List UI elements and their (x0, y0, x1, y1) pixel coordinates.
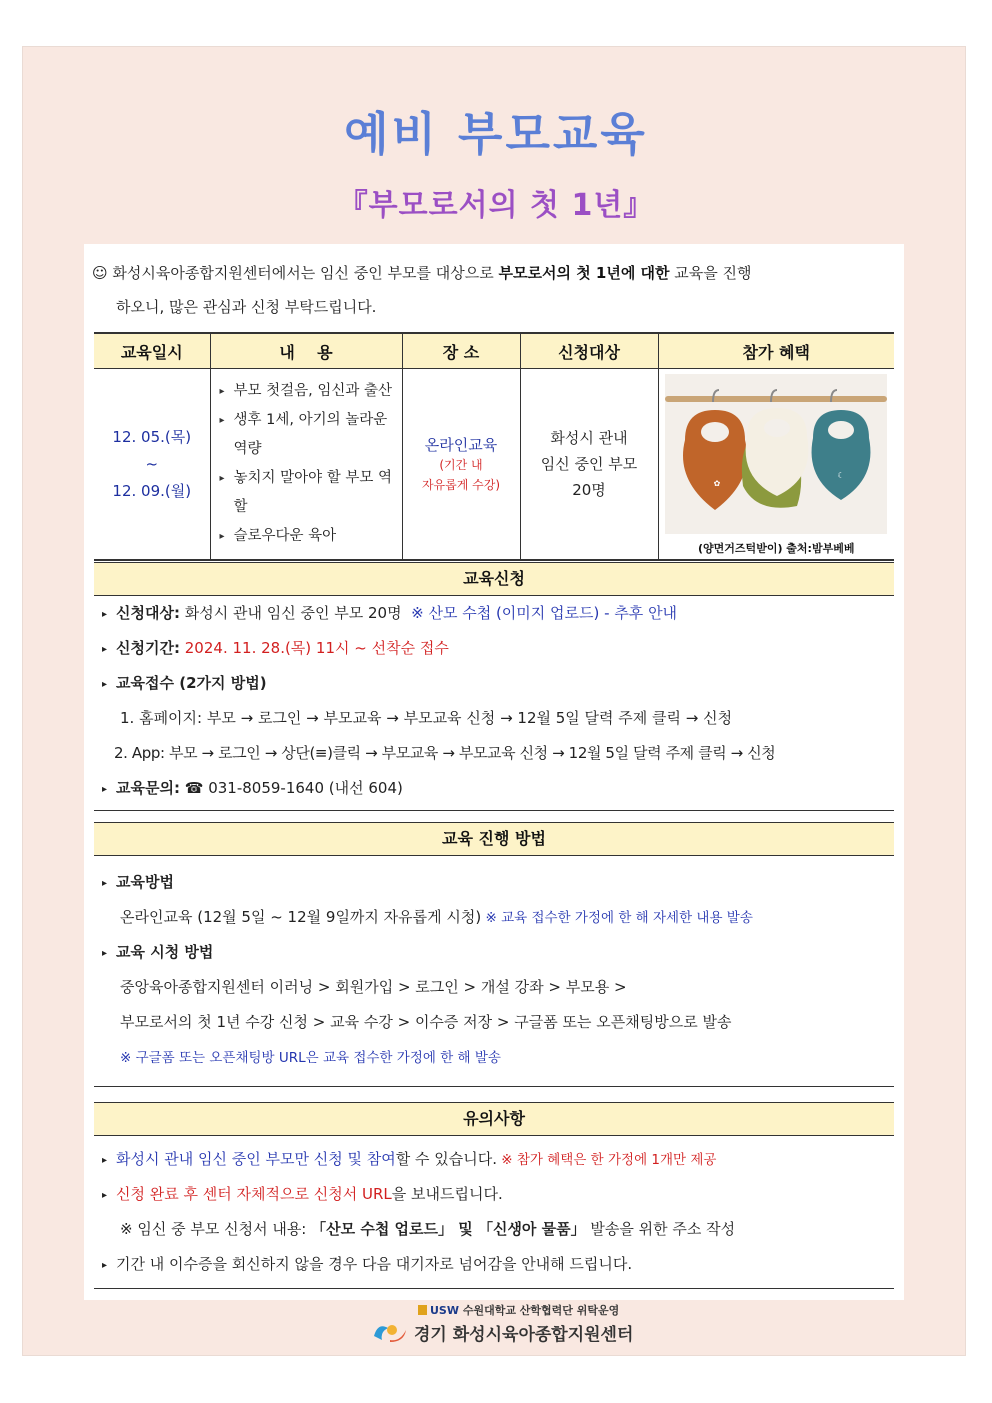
place-sub2: 자유롭게 수강) (421, 477, 501, 492)
date-sep: ~ (145, 454, 159, 473)
progress-watch-label: 교육 시청 방법 (116, 943, 214, 961)
cell-benefit (658, 369, 894, 561)
content-item: ▸ 슬로우다운 육아 (220, 522, 395, 551)
notice-1-b: 할 수 있습니다. (395, 1150, 497, 1168)
progress-method (102, 871, 174, 892)
table-header-row (94, 333, 894, 369)
apply-target-label: 신청대상: (116, 604, 180, 622)
target-l1: 화성시 관내 (550, 429, 628, 447)
content-item: ▸ 부모 첫걸음, 임신과 출산 (220, 377, 395, 406)
intro-text (92, 256, 892, 324)
progress-method-label: 교육방법 (116, 873, 174, 891)
notice-1 (102, 1148, 716, 1169)
progress-method-note: ※ 교육 접수한 가정에 한 해 자세한 내용 발송 (481, 910, 753, 926)
intro-line2: 하오니, 많은 관심과 신청 부탁드립니다. (116, 298, 377, 316)
apply-inquiry-value: ☎ 031-8059-1640 (내선 604) (180, 779, 403, 797)
footer-usw: USW (430, 1304, 459, 1317)
bib-product-image (665, 374, 887, 534)
notice-2-b: 을 보내드립니다. (391, 1185, 503, 1203)
header-date: 교육일시 (94, 333, 210, 369)
content-item: ▸ 놓치지 말아야 할 부모 역할 (220, 464, 395, 522)
apply-target-note: ※ 산모 수첩 (이미지 업로드) - 추후 안내 (411, 604, 678, 622)
progress-watch-note: ※ 구글폼 또는 오픈채팅방 URL은 교육 접수한 가정에 한 해 발송 (120, 1050, 501, 1066)
education-table (94, 332, 894, 561)
apply-reception-label: 교육접수 (2가지 방법) (116, 674, 267, 692)
center-logo-icon (370, 1318, 410, 1344)
progress-method-text (120, 906, 753, 927)
apply-method2: 2. App: 부모 → 로그인 → 상단(≡)클릭 → 부모교육 → 부모교육 신청 → 12월 5일 달력 주제 클릭 → 신청 (114, 744, 776, 762)
benefit-caption: (양면거즈턱받이) 출처:밤부베베 (698, 542, 855, 555)
apply-target-value: 화성시 관내 임신 중인 부모 20명 (180, 604, 402, 622)
footer-center-name: 경기 화성시육아종합지원센터 (414, 1325, 634, 1345)
notice-3 (120, 1218, 735, 1239)
page-title: 예비 부모교육 (344, 107, 648, 161)
header-content: 내 용 (210, 333, 402, 369)
notice-3-b: 발송을 위한 주소 작성 (585, 1220, 736, 1238)
apply-inquiry (102, 777, 403, 798)
cell-target (520, 369, 658, 561)
page-subtitle: 『부모로서의 첫 1년』 (337, 188, 655, 223)
notice-2 (102, 1183, 503, 1204)
progress-watch2: 부모로서의 첫 1년 수강 신청 > 교육 수강 > 이수증 저장 > 구글폼 또는 오픈채팅방으로 발송 (120, 1013, 732, 1031)
notice-2-a: 신청 완료 후 센터 자체적으로 신청서 URL (116, 1185, 392, 1203)
date-start: 12. 05.(목) (112, 427, 192, 446)
divider (94, 1086, 894, 1087)
progress-watch1: 중앙육아종합지원센터 이러닝 > 회원가입 > 로그인 > 개설 강좌 > 부모용 > (120, 978, 627, 996)
apply-heading: 교육신청 (94, 562, 894, 596)
apply-period (102, 637, 449, 658)
place-main: 온라인교육 (424, 435, 498, 454)
divider (94, 810, 894, 811)
smiley-icon: ☺ (92, 264, 108, 282)
target-l2: 임신 중인 부모 (540, 455, 638, 473)
header-benefit: 참가 혜택 (658, 333, 894, 369)
notice-3-a: ※ 임신 중 부모 신청서 내용: (120, 1220, 312, 1238)
place-sub1: (기간 내 (439, 457, 483, 472)
intro-part1: 화성시육아종합지원센터에서는 임신 중인 부모를 대상으로 (107, 264, 499, 282)
cell-date (94, 369, 210, 561)
svg-text:✿: ✿ (713, 479, 721, 488)
notice-1-note: ※ 참가 혜택은 한 가정에 1개만 제공 (497, 1152, 717, 1168)
intro-part2: 교육을 진행 (669, 264, 752, 282)
footer-operator (418, 1302, 619, 1318)
progress-watch (102, 941, 213, 962)
cell-contents (210, 369, 402, 561)
table-row (94, 369, 894, 561)
header-place: 장 소 (402, 333, 520, 369)
apply-reception (102, 672, 267, 693)
apply-period-value: 2024. 11. 28.(목) 11시 ~ 선착순 접수 (180, 639, 449, 657)
progress-heading: 교육 진행 방법 (94, 822, 894, 856)
cell-place (402, 369, 520, 561)
header-target: 신청대상 (520, 333, 658, 369)
intro-bold: 부모로서의 첫 1년에 대한 (498, 264, 670, 282)
content-panel (84, 244, 904, 1300)
notice-heading: 유의사항 (94, 1102, 894, 1136)
footer-top-text: 수원대학교 산학협력단 위탁운영 (459, 1304, 620, 1317)
usw-logo-icon (418, 1305, 427, 1315)
target-l3: 20명 (572, 481, 606, 499)
apply-target (102, 602, 677, 623)
notice-3-bold: 「산모 수첩 업로드」 및 「신생아 물품」 (311, 1220, 586, 1238)
notice-1-a: 화성시 관내 임신 중인 부모만 신청 및 참여 (116, 1150, 396, 1168)
notice-4: ▸ 기간 내 이수증을 회신하지 않을 경우 다음 대기자로 넘어감을 안내해 드립니다. (102, 1253, 632, 1274)
apply-method1: 1. 홈페이지: 부모 → 로그인 → 부모교육 → 부모교육 신청 → 12월 5일 달력 주제 클릭 → 신청 (120, 709, 733, 727)
apply-period-label: 신청기간: (116, 639, 180, 657)
svg-text:☾: ☾ (837, 471, 845, 480)
date-end: 12. 09.(월) (112, 481, 192, 500)
divider (94, 1288, 894, 1289)
apply-inquiry-label: 교육문의: (116, 779, 180, 797)
content-item: ▸ 생후 1세, 아기의 놀라운 역량 (220, 406, 395, 464)
progress-method-value: 온라인교육 (12월 5일 ~ 12월 9일까지 자유롭게 시청) (120, 908, 482, 926)
